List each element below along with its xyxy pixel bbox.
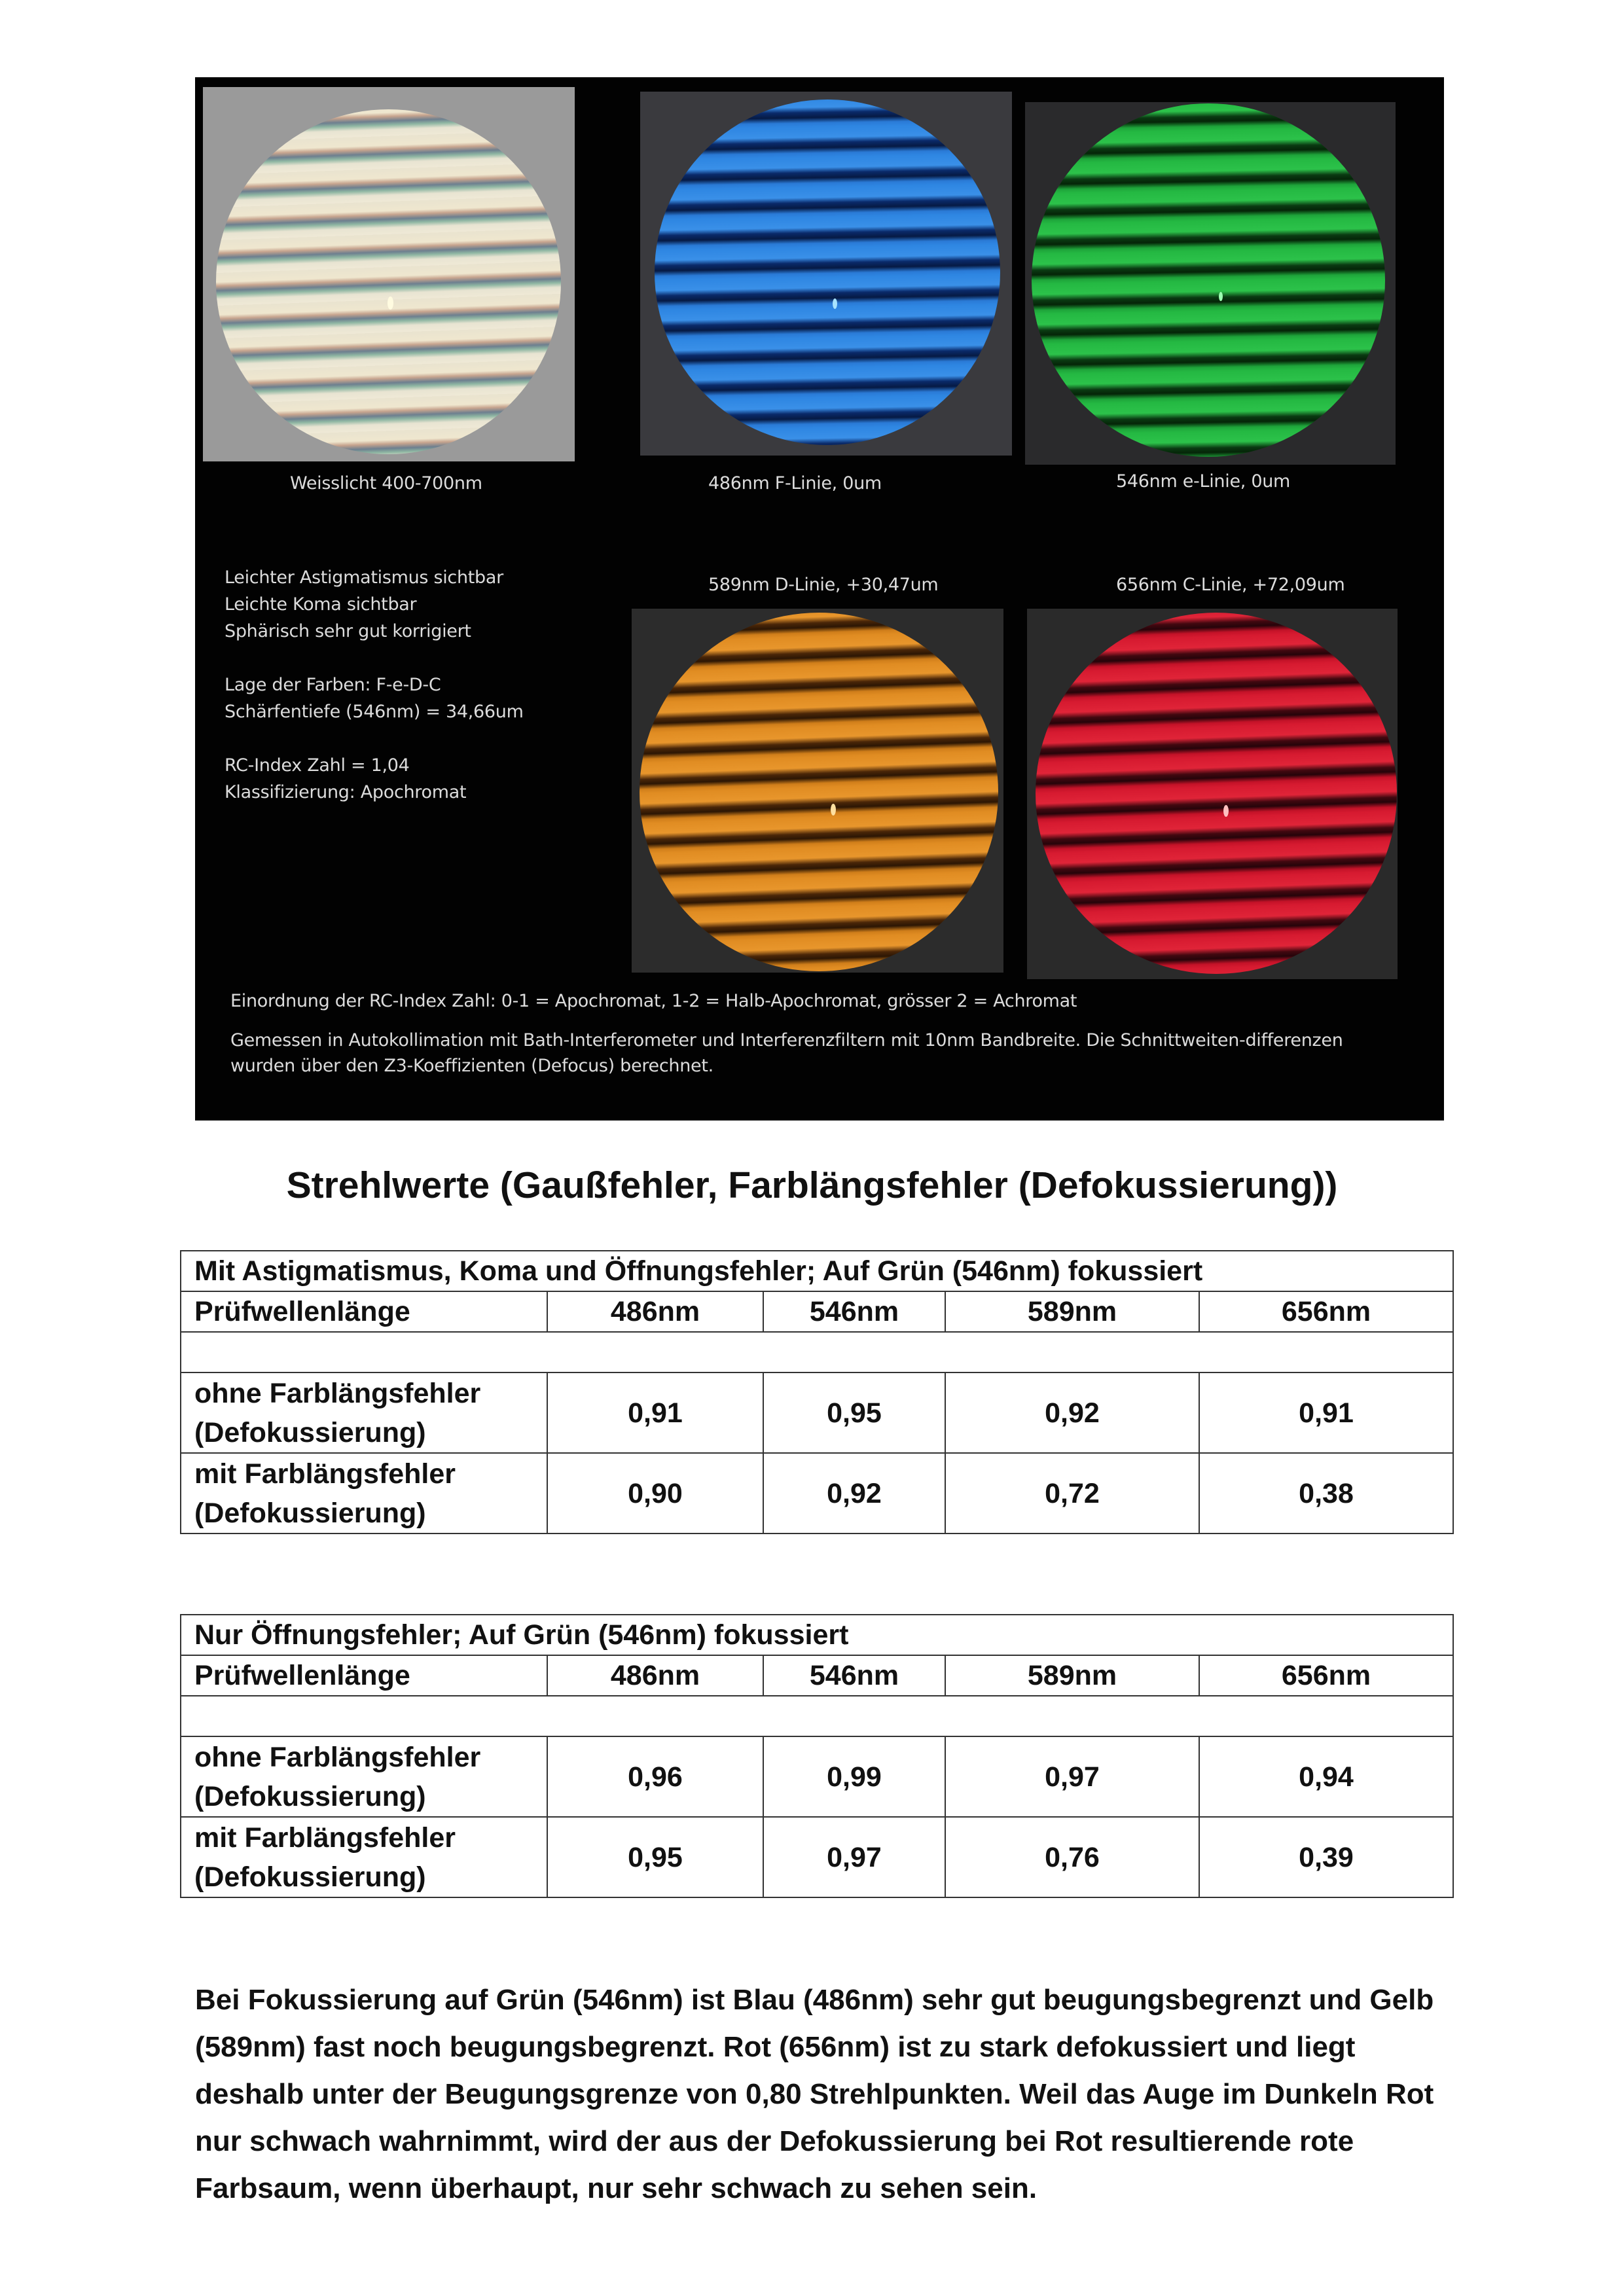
value-cell: 0,97 [763, 1817, 945, 1897]
spacer-row [181, 1696, 1453, 1736]
table-row [181, 1736, 1453, 1817]
value-cell: 0,90 [547, 1453, 763, 1534]
note-depth-of-field: Schärfentiefe (546nm) = 34,66um [225, 702, 524, 722]
strehl-table-spherical-only [180, 1614, 1454, 1898]
fringe-disc-green [1032, 103, 1385, 457]
focus-spot [831, 804, 836, 816]
notes-block [225, 564, 524, 806]
interferogram-figure [195, 77, 1444, 1121]
focus-spot [833, 298, 837, 309]
header-cell: 656nm [1199, 1655, 1453, 1696]
caption-blue: 486nm F-Linie, 0um [708, 473, 882, 493]
caption-white: Weisslicht 400-700nm [290, 473, 482, 493]
value-cell: 0,72 [945, 1453, 1199, 1534]
table-row [181, 1817, 1453, 1897]
caption-orange: 589nm D-Linie, +30,47um [708, 575, 939, 595]
value-cell: 0,91 [547, 1372, 763, 1453]
value-cell: 0,39 [1199, 1817, 1453, 1897]
value-cell: 0,92 [763, 1453, 945, 1534]
caption-red: 656nm C-Linie, +72,09um [1116, 575, 1345, 595]
header-cell: 546nm [763, 1655, 945, 1696]
table-caption: Nur Öffnungsfehler; Auf Grün (546nm) fokussiert [181, 1615, 1453, 1655]
row-label: ohne Farblängsfehler (Defokussierung) [181, 1372, 547, 1453]
focus-spot [388, 296, 393, 310]
value-cell: 0,97 [945, 1736, 1199, 1817]
strehl-table-with-astigmatism [180, 1250, 1454, 1534]
header-cell: 486nm [547, 1291, 763, 1332]
header-cell: Prüfwellenlänge [181, 1655, 547, 1696]
value-cell: 0,38 [1199, 1453, 1453, 1534]
header-cell: Prüfwellenlänge [181, 1291, 547, 1332]
note-coma: Leichte Koma sichtbar [225, 594, 417, 615]
header-cell: 589nm [945, 1291, 1199, 1332]
value-cell: 0,94 [1199, 1736, 1453, 1817]
rc-index-scale-note: Einordnung der RC-Index Zahl: 0-1 = Apochromat, 1-2 = Halb-Apochromat, grösser 2 = Achromat [230, 991, 1077, 1011]
fringe-disc-blue [655, 99, 1000, 445]
note-classification: Klassifizierung: Apochromat [225, 782, 467, 802]
interferogram-blue [640, 92, 1012, 456]
header-cell: 656nm [1199, 1291, 1453, 1332]
fringe-disc-red [1036, 613, 1397, 974]
header-cell: 486nm [547, 1655, 763, 1696]
value-cell: 0,95 [547, 1817, 763, 1897]
measurement-note: Gemessen in Autokollimation mit Bath-Interferometer und Interferenzfiltern mit 10nm Bandbreite. Die Schnittweiten-differenzen wurden über den Z3-Koeffizienten (Defocus) berechnet. [230, 1030, 1343, 1076]
table-row [181, 1372, 1453, 1453]
page-title: Strehlwerte (Gaußfehler, Farblängsfehler (Defokussierung)) [286, 1164, 1338, 1206]
interferogram-orange [632, 609, 1003, 973]
note-rc-index: RC-Index Zahl = 1,04 [225, 755, 410, 776]
table-header-row [181, 1291, 1453, 1332]
focus-spot [1219, 292, 1223, 301]
table-caption: Mit Astigmatismus, Koma und Öffnungsfehler; Auf Grün (546nm) fokussiert [181, 1251, 1453, 1291]
interferogram-white-light [203, 87, 575, 461]
header-cell: 589nm [945, 1655, 1199, 1696]
value-cell: 0,99 [763, 1736, 945, 1817]
header-cell: 546nm [763, 1291, 945, 1332]
note-spherical: Sphärisch sehr gut korrigiert [225, 621, 471, 641]
fringe-disc-orange [640, 613, 998, 971]
fringe-disc-white [216, 109, 561, 454]
value-cell: 0,91 [1199, 1372, 1453, 1453]
note-color-order: Lage der Farben: F-e-D-C [225, 675, 441, 695]
row-label: mit Farblängsfehler (Defokussierung) [181, 1453, 547, 1534]
caption-green: 546nm e-Linie, 0um [1116, 471, 1291, 492]
value-cell: 0,76 [945, 1817, 1199, 1897]
value-cell: 0,92 [945, 1372, 1199, 1453]
conclusion-paragraph: Bei Fokussierung auf Grün (546nm) ist Blau (486nm) sehr gut beugungsbegrenzt und Gelb (589nm) fast noch beugungsbegrenzt. Rot (656nm) ist zu stark defokussiert und liegt deshalb unter der Beugungsgrenze von 0,80 Strehlpunkten. Weil das Auge im Dunkeln Rot nur schwach wahrnimmt, wird der aus der Defokussierung bei Rot resultierende rote Farbsaum, wenn überhaupt, nur sehr schwach zu sehen sein. [195, 1984, 1434, 2204]
row-label: mit Farblängsfehler (Defokussierung) [181, 1817, 547, 1897]
value-cell: 0,96 [547, 1736, 763, 1817]
focus-spot [1223, 805, 1229, 817]
table-header-row [181, 1655, 1453, 1696]
row-label: ohne Farblängsfehler (Defokussierung) [181, 1736, 547, 1817]
spacer-row [181, 1332, 1453, 1372]
interferogram-green [1025, 102, 1396, 465]
value-cell: 0,95 [763, 1372, 945, 1453]
interferogram-red [1027, 609, 1398, 979]
table-row [181, 1453, 1453, 1534]
note-astigmatism: Leichter Astigmatismus sichtbar [225, 567, 503, 588]
